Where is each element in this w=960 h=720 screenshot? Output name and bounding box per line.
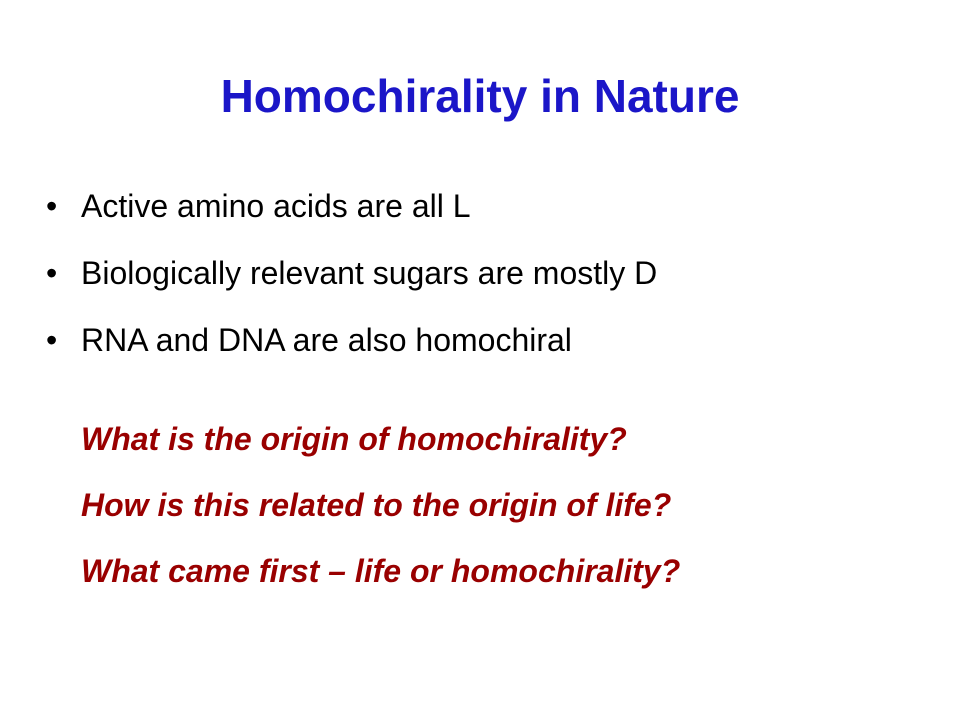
bullet-item xyxy=(46,240,657,307)
question-item: What is the origin of homochirality? xyxy=(81,421,627,457)
question-item: How is this related to the origin of life? xyxy=(81,487,672,523)
bullet-list xyxy=(46,173,657,374)
question-list xyxy=(81,406,680,604)
question-item: What came first – life or homochirality? xyxy=(81,553,681,589)
bullet-text: Biologically relevant sugars are mostly D xyxy=(81,255,658,291)
bullet-item xyxy=(46,307,657,374)
bullet-item xyxy=(46,173,657,240)
slide-title: Homochirality in Nature xyxy=(220,70,740,122)
bullet-marker: • xyxy=(46,255,58,291)
bullet-marker: • xyxy=(46,322,58,358)
bullet-marker: • xyxy=(46,188,58,224)
bullet-text: RNA and DNA are also homochiral xyxy=(81,322,572,358)
bullet-text: Active amino acids are all L xyxy=(81,188,471,224)
